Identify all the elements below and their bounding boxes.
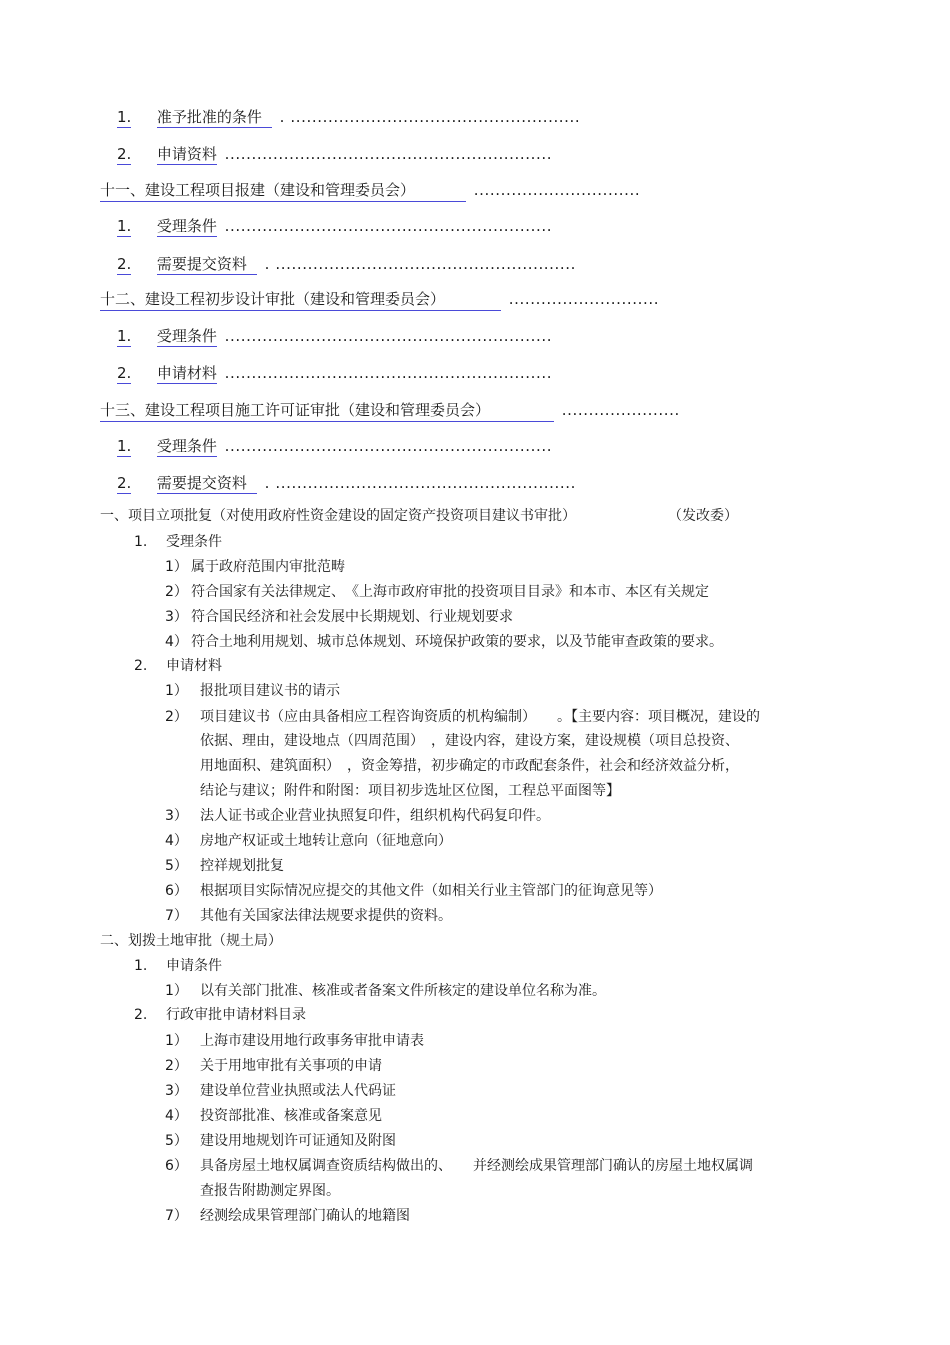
toc-leader-dots: . ........................................................ <box>264 255 577 273</box>
subsection-title: 受理条件 <box>166 534 222 550</box>
toc-entry-link[interactable]: 需要提交资料 <box>156 474 247 492</box>
toc-section-link[interactable]: 十二、建设工程初步设计审批（建设和管理委员会） <box>100 289 501 311</box>
list-item-text: 项目建议书（应由具备相应工程咨询资质的机构编制） 。【主要内容：项目概况，建设的 <box>200 709 760 725</box>
list-item-number: 4） <box>165 833 188 849</box>
list-item-number: 3） <box>165 1083 188 1099</box>
toc-entry[interactable] <box>117 107 580 128</box>
toc-leader-dots: ............................................................. <box>224 364 553 382</box>
toc-section-entry[interactable] <box>100 289 659 311</box>
list-item-text: 具备房屋土地权属调查资质结构做出的、 并经测绘成果管理部门确认的房屋土地权属调 <box>200 1158 753 1174</box>
list-item-text: 以有关部门批准、核准或者备案文件所核定的建设单位名称为准。 <box>200 983 606 999</box>
list-item-number: 4） <box>165 634 188 650</box>
list-item-number: 1） <box>165 683 188 699</box>
toc-entry-link[interactable]: 申请资料 <box>156 145 217 163</box>
section-title: 一、项目立项批复（对使用政府性资金建设的固定资产投资项目建议书审批） <box>100 508 576 524</box>
list-item-number: 2） <box>165 709 188 725</box>
list-item-number: 1） <box>165 983 188 999</box>
list-item-text: 投资部批准、核准或备案意见 <box>200 1108 382 1124</box>
list-item-text: 根据项目实际情况应提交的其他文件（如相关行业主管部门的征询意见等） <box>200 883 662 899</box>
toc-entry-number: 2. <box>117 255 132 273</box>
toc-leader-dots: ...................... <box>561 401 680 419</box>
list-item-number: 1） <box>165 559 188 575</box>
section-heading: 二、划拨土地审批（规土局） <box>100 933 282 949</box>
subsection-title: 行政审批申请材料目录 <box>166 1007 306 1023</box>
list-item-text: 上海市建设用地行政事务审批申请表 <box>200 1033 424 1049</box>
list-item-text: 经测绘成果管理部门确认的地籍图 <box>200 1208 410 1224</box>
toc-entry[interactable] <box>117 326 552 346</box>
toc-entry-number: 2. <box>117 145 132 163</box>
toc-entry-number: 1. <box>117 327 132 345</box>
toc-section-link[interactable]: 十一、建设工程项目报建（建设和管理委员会） <box>100 180 466 202</box>
subsection-number: 2. <box>134 1007 148 1023</box>
toc-leader-dots: . ........................................................ <box>264 474 577 492</box>
toc-entry[interactable] <box>117 254 576 275</box>
toc-entry[interactable] <box>117 216 552 236</box>
toc-leader-dots: ............................................................. <box>224 437 553 455</box>
toc-entry-link[interactable]: 受理条件 <box>156 437 217 455</box>
toc-entry-number: 1. <box>117 217 132 235</box>
toc-entry-link[interactable]: 申请材料 <box>156 364 217 382</box>
toc-entry[interactable] <box>117 473 576 494</box>
list-item-text: 符合土地利用规划、城市总体规划、环境保护政策的要求，以及节能审查政策的要求。 <box>191 634 723 650</box>
list-item-number: 7） <box>165 908 188 924</box>
list-item-number: 6） <box>165 1158 188 1174</box>
toc-leader-dots: ............................................................. <box>224 327 553 345</box>
list-item-text-continued: 查报告附勘测定界图。 <box>200 1183 340 1199</box>
list-item-text-continued: 依据、理由，建设地点（四周范围） ，建设内容，建设方案，建设规模（项目总投资、 <box>200 733 739 749</box>
section-agency: （发改委） <box>668 508 738 524</box>
list-item-number: 2） <box>165 1058 188 1074</box>
list-item-text: 符合国民经济和社会发展中长期规划、行业规划要求 <box>191 609 513 625</box>
toc-entry-number: 1. <box>117 108 132 126</box>
list-item-number: 2） <box>165 584 188 600</box>
toc-entry[interactable] <box>117 363 552 383</box>
toc-leader-dots: ............................................................. <box>224 145 553 163</box>
toc-leader-dots: ............................ <box>508 290 660 308</box>
list-item-text: 建设单位营业执照或法人代码证 <box>200 1083 396 1099</box>
subsection-title: 申请材料 <box>166 658 222 674</box>
list-item-number: 7） <box>165 1208 188 1224</box>
toc-section-link[interactable]: 十三、建设工程项目施工许可证审批（建设和管理委员会） <box>100 400 554 422</box>
toc-entry-number: 1. <box>117 437 132 455</box>
toc-leader-dots: . ...................................................... <box>279 108 581 126</box>
toc-leader-dots: ............................... <box>473 181 641 199</box>
toc-leader-dots: ............................................................. <box>224 217 553 235</box>
list-item-text: 建设用地规划许可证通知及附图 <box>200 1133 396 1149</box>
toc-entry-link[interactable]: 需要提交资料 <box>156 255 247 273</box>
list-item-text: 报批项目建议书的请示 <box>200 683 340 699</box>
list-item-text: 其他有关国家法律法规要求提供的资料。 <box>200 908 452 924</box>
subsection-title: 申请条件 <box>166 958 222 974</box>
list-item-text: 房地产权证或土地转让意向（征地意向） <box>200 833 452 849</box>
toc-entry-number: 2. <box>117 364 132 382</box>
toc-entry[interactable] <box>117 436 552 456</box>
subsection-number: 1. <box>134 534 148 550</box>
list-item-number: 4） <box>165 1108 188 1124</box>
list-item-text: 关于用地审批有关事项的申请 <box>200 1058 382 1074</box>
section-heading <box>100 507 576 525</box>
list-item-text: 属于政府范围内审批范畴 <box>191 559 345 575</box>
list-item-number: 5） <box>165 1133 188 1149</box>
toc-entry-link[interactable]: 受理条件 <box>156 327 217 345</box>
subsection-number: 2. <box>134 658 148 674</box>
toc-entry-number: 2. <box>117 474 132 492</box>
list-item-text: 控祥规划批复 <box>200 858 284 874</box>
subsection-number: 1. <box>134 958 148 974</box>
list-item-number: 3） <box>165 808 188 824</box>
toc-section-entry[interactable] <box>100 400 680 422</box>
toc-entry-link[interactable]: 准予批准的条件 <box>156 108 262 126</box>
toc-entry-link[interactable]: 受理条件 <box>156 217 217 235</box>
toc-entry[interactable] <box>117 144 552 164</box>
list-item-number: 6） <box>165 883 188 899</box>
toc-section-entry[interactable] <box>100 180 640 202</box>
list-item-text: 法人证书或企业营业执照复印件，组织机构代码复印件。 <box>200 808 550 824</box>
list-item-number: 1） <box>165 1033 188 1049</box>
list-item-number: 3） <box>165 609 188 625</box>
list-item-number: 5） <box>165 858 188 874</box>
list-item-text-continued: 结论与建议；附件和附图：项目初步选址区位图，工程总平面图等】 <box>200 783 620 799</box>
list-item-text-continued: 用地面积、建筑面积） ，资金筹措，初步确定的市政配套条件，社会和经济效益分析， <box>200 758 739 774</box>
list-item-text: 符合国家有关法律规定、 《上海市政府审批的投资项目目录》和本市、本区有关规定 <box>191 584 709 600</box>
